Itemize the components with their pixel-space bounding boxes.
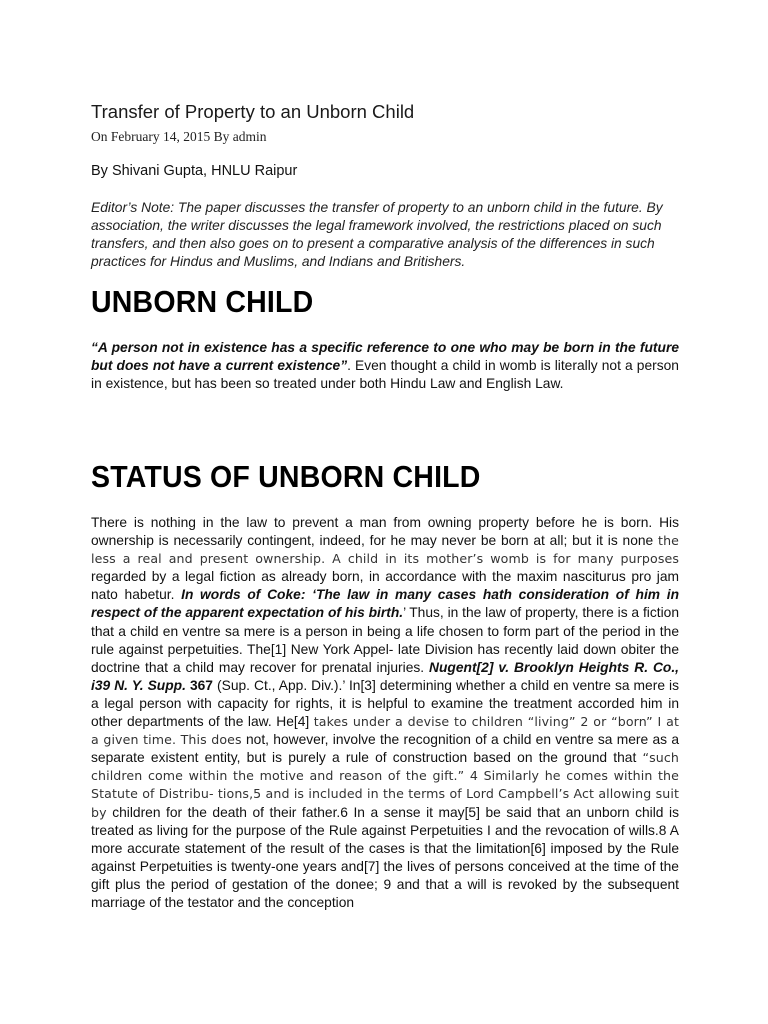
section-heading-status: STATUS OF UNBORN CHILD — [91, 459, 481, 494]
case-citation: Nugent[2] v. Brooklyn Heights R. Co., i39 N. Y. Supp. — [91, 659, 680, 693]
status-paragraph — [91, 514, 679, 912]
definition-quote: “A person not in existence has a specific reference to one who may be born in the future but does not have a current existence” — [91, 340, 679, 374]
article-title: Transfer of Property to an Unborn Child — [91, 101, 415, 122]
post-meta: On February 14, 2015 By admin — [91, 129, 267, 144]
editors-note: Editor’s Note: The paper discusses the transfer of property to an unborn child in the future. By association, the writer discusses the legal framework involved, the restrictions placed on such transfers, and then also goes on to present a comparative analysis of the differences in such practices for Hindus and Muslims, and Indians and Britishers. — [91, 200, 663, 269]
text-run: takes under a devise to children “living” 2 or “born” I at a given time. This does — [91, 714, 680, 748]
text-run: There is nothing in the law to prevent a man from owning property before he is born. His ownership is necessarily contingent, indeed, for he may never be born at all; but it is none — [91, 515, 679, 549]
definition-paragraph — [91, 339, 679, 393]
text-run: the less a real and present ownership. A child in its mother’s womb is for many purposes — [91, 533, 679, 567]
coke-quote: In words of Coke: ‘The law in many cases hath consideration of him in respect of the apparent expectation of his birth. — [91, 587, 679, 621]
text-run: not, however, involve the recognition of a child en ventre sa mere as a separate existent entity, but is purely a rule of construction based on the ground that — [91, 732, 679, 766]
text-run: ’ Thus, in the law of property, there is a fiction that a child en ventre sa mere is a person in being a life chosen to form part of the period in the rule against perpetuities. The[1] New York Appel- late Division has recently laid down obiter the doctrine that a child may recover for prenatal injuries. — [91, 605, 679, 675]
citation-page: 367 — [185, 677, 218, 693]
text-run: In[3] determining whether a child en ventre sa mere is a legal person with capacity for rights, it is helpful to examine the treatment accorded him in other departments of the law. He[4] — [91, 677, 679, 730]
text-run: children for the death of their father.6 In a sense it may[5] be said that an unborn child is treated as living for the purpose of the Rule against Perpetuities I and the revocation of wills.8 A more accurate statement of the result of the cases is that the limitation[6] imposed by the Rule against Perpetuities is twenty-one years and[7] the lives of persons conceived at the time of the gift plus the period of gestation of the donee; 9 and that a will is revoked by the subsequent marriage of the testator and the conception — [91, 804, 679, 910]
text-run: regarded by a legal fiction as already born, in accordance with the maxim nasciturus pro jam nato habetur. — [91, 569, 679, 603]
section-heading-unborn-child: UNBORN CHILD — [91, 284, 314, 319]
text-run: (Sup. Ct., App. Div.).’ — [217, 677, 345, 693]
author-byline: By Shivani Gupta, HNLU Raipur — [91, 163, 298, 179]
definition-text: . Even thought a child in womb is literally not a person in existence, but has been so treated under both Hindu Law and English Law. — [91, 358, 679, 392]
text-run: “such children come within the motive and reason of the gift.” 4 Similarly he comes within the Statute of Distribu- tions,5 and is included in the terms of Lord Campbell’s Act allowing suit by — [91, 750, 679, 820]
